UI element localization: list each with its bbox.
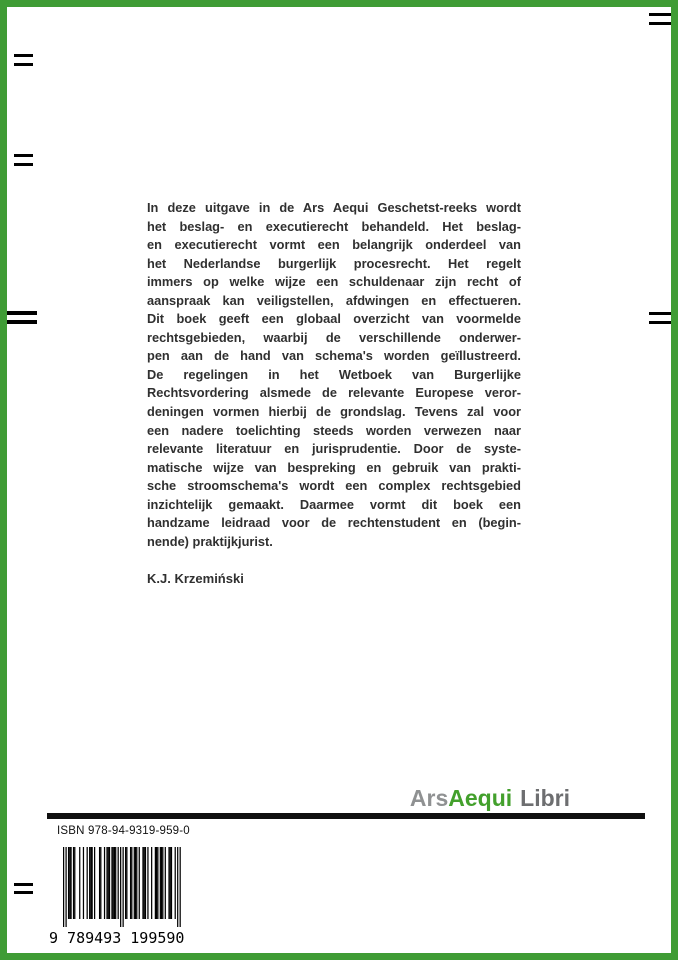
body-text-line: matische wijze van bespreking en gebruik van prakti- bbox=[147, 459, 521, 475]
registration-mark bbox=[7, 311, 37, 315]
registration-mark bbox=[14, 163, 33, 166]
body-text-line: een nadere toelichting steeds worden verwezen naar bbox=[147, 422, 521, 438]
body-text-line: nende) praktijkjurist. bbox=[147, 533, 273, 549]
isbn-label: ISBN 978-94-9319-959-0 bbox=[57, 825, 190, 837]
body-text-line: In deze uitgave in de Ars Aequi Geschetst-reeks wordt bbox=[147, 200, 521, 215]
body-text-line: en executierecht vormt een belangrijk onderdeel van bbox=[147, 237, 521, 253]
registration-mark bbox=[7, 320, 37, 324]
logo-libri: Libri bbox=[520, 785, 570, 811]
registration-mark bbox=[14, 63, 33, 66]
body-text-line: handzame leidraad voor de rechtenstudent en (begin- bbox=[147, 515, 521, 531]
body-text-line: pen aan de hand van schema's worden geïllustreerd. bbox=[147, 348, 521, 364]
barcode-digits: 9 789493 199590 bbox=[49, 929, 185, 947]
body-text-line: deningen vormen hierbij de grondslag. Tevens zal voor bbox=[147, 404, 521, 420]
registration-mark bbox=[14, 883, 33, 886]
barcode-svg bbox=[63, 847, 181, 927]
logo-aequi: Aequi bbox=[448, 785, 513, 811]
registration-mark bbox=[14, 154, 33, 157]
body-text-line: het Nederlandse burgerlijk procesrecht. Het regelt bbox=[147, 255, 521, 271]
registration-mark bbox=[14, 54, 33, 57]
registration-mark bbox=[649, 312, 671, 315]
author-name: K.J. Krzemiński bbox=[147, 571, 244, 587]
registration-mark bbox=[14, 891, 33, 894]
blurb bbox=[147, 199, 521, 589]
registration-mark bbox=[649, 13, 671, 16]
body-text-line: rechtsgebieden, waarbij de verschillende onderwer- bbox=[147, 329, 521, 345]
body-text-line: Rechtsvordering alsmede de relevante Europese veror- bbox=[147, 385, 521, 401]
registration-mark bbox=[649, 22, 671, 25]
divider-rule bbox=[47, 813, 645, 819]
blurb-lines bbox=[147, 199, 521, 551]
isbn-barcode bbox=[49, 847, 185, 947]
body-text-line: De regelingen in het Wetboek van Burgerlijke bbox=[147, 366, 521, 382]
publisher-logo bbox=[410, 785, 570, 812]
body-text-line: sche stroomschema's wordt een complex rechtsgebied bbox=[147, 478, 521, 494]
body-text-line: immers op welke wijze een schuldenaar zijn recht of bbox=[147, 274, 521, 290]
body-text-line: relevante literatuur en jurisprudentie. Door de syste- bbox=[147, 441, 521, 457]
body-text-line: aanspraak kan veiligstellen, afdwingen en effectueren. bbox=[147, 292, 521, 308]
logo-ars: Ars bbox=[409, 785, 449, 811]
registration-mark bbox=[649, 321, 671, 324]
body-text-line: het beslag- en executierecht behandeld. Het beslag- bbox=[147, 218, 521, 234]
body-text-line: Dit boek geeft een globaal overzicht van voormelde bbox=[147, 311, 521, 327]
body-text-line: inzichtelijk gemaakt. Daarmee vormt dit boek een bbox=[147, 496, 521, 512]
